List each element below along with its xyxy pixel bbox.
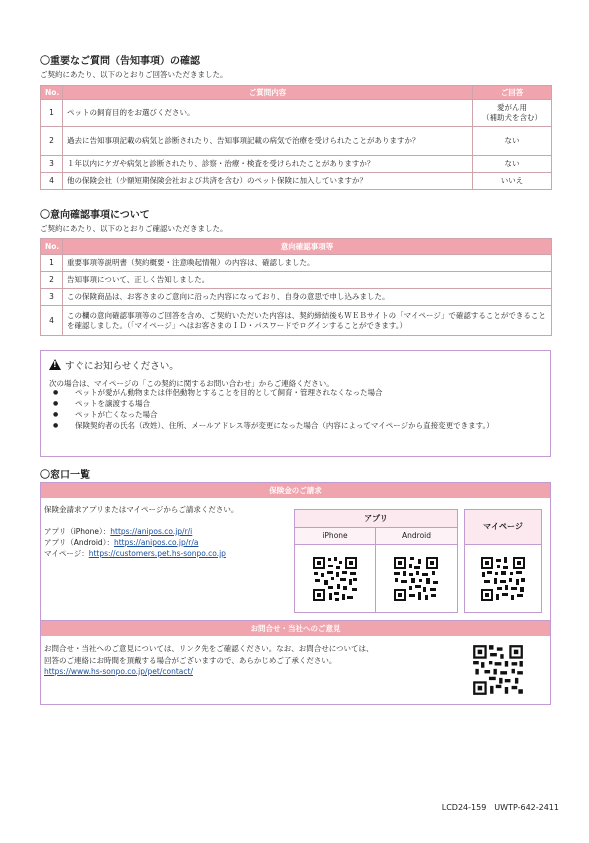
- section-title-contacts: 〇窓口一覧: [40, 470, 90, 481]
- android-app-link[interactable]: https://anipos.co.jp/r/a: [113, 538, 199, 547]
- contact-bar: お問合せ・当社へのご意見: [41, 621, 550, 636]
- table-row: [41, 156, 552, 173]
- claim-bar: 保険金のご請求: [41, 483, 550, 498]
- row-question: １年以内にケガや病気と診断されたり、診察・治療・検査を受けられたことがありますか？: [63, 156, 473, 173]
- important-questions-table: [40, 85, 552, 190]
- list-item: ● 保険契約者の氏名（改姓）、住所、メールアドレス等が変更になった場合（内容によってマイページから直接変更できます。）: [49, 420, 539, 431]
- iphone-header: iPhone: [295, 528, 376, 545]
- list-item: ● ペットが亡くなった場合: [49, 409, 539, 420]
- row-text: 告知事項について、正しく告知しました。: [63, 272, 552, 289]
- row-question: 他の保険会社（少額短期保険会社および共済を含む）のペット保険に加入していますか？: [63, 173, 473, 190]
- android-label: アプリ（Android）：: [44, 538, 114, 547]
- row-no: 2: [41, 127, 63, 156]
- contact-line-2: 回答のご連絡にお時間を頂戴する場合がございますので、あらかじめご了承ください。: [44, 656, 337, 665]
- mypage-label: マイページ：: [44, 549, 89, 558]
- notice-box: [40, 350, 551, 457]
- app-qr-panel: [294, 509, 458, 613]
- table-row: [41, 127, 552, 156]
- notice-heading-text: すぐにお知らせください。: [65, 361, 179, 372]
- row-no: 2: [41, 272, 63, 289]
- claim-android-line: [44, 538, 198, 548]
- contact-box: [40, 620, 551, 705]
- mypage-qr-panel: [464, 509, 542, 613]
- android-qr-code: [393, 556, 439, 602]
- row-no: 3: [41, 156, 63, 173]
- col-header-no: No.: [41, 239, 63, 255]
- claim-box: [40, 482, 551, 622]
- notice-list: [49, 387, 539, 431]
- col-header-answer: ご回答: [473, 86, 552, 100]
- intent-confirmation-table: [40, 238, 552, 336]
- row-no: 1: [41, 255, 63, 272]
- row-answer: ない: [473, 127, 552, 156]
- iphone-app-link[interactable]: https://anipos.co.jp/r/i: [110, 527, 193, 536]
- iphone-label: アプリ（iPhone）：: [44, 527, 111, 536]
- section-subtitle: ご契約にあたり、以下のとおりご回答いただきました。: [40, 70, 228, 79]
- row-text: 重要事項等説明書（契約概要・注意喚起情報）の内容は、確認しました。: [63, 255, 552, 272]
- mypage-link[interactable]: https://customers.pet.hs-sonpo.co.jp: [88, 549, 226, 558]
- android-header: Android: [376, 528, 457, 545]
- col-header-item: 意向確認事項等: [63, 239, 552, 255]
- contact-line-1: お問合せ・当社へのご意見については、リンク先をご確認ください。なお、お問合せについては、: [44, 644, 374, 653]
- section-title-important-questions: 〇重要なご質問（告知事項）の確認: [40, 56, 200, 67]
- section-title-intent-confirmation: 〇意向確認事項について: [40, 210, 150, 221]
- table-row: [41, 173, 552, 190]
- list-item: ● ペットが愛がん動物または伴侶動物とすることを目的として飼育・管理されなくなった場合: [49, 387, 539, 398]
- contact-link[interactable]: https://www.hs-sonpo.co.jp/pet/contact/: [44, 667, 193, 676]
- claim-intro: 保険金請求アプリまたはマイページからご請求ください。: [44, 505, 239, 514]
- claim-iphone-line: [44, 527, 192, 537]
- notice-heading: [49, 358, 179, 372]
- table-row: [41, 100, 552, 127]
- row-answer: いいえ: [473, 173, 552, 190]
- row-no: 4: [41, 173, 63, 190]
- col-header-no: No.: [41, 86, 63, 100]
- row-no: 3: [41, 289, 63, 306]
- app-header: アプリ: [295, 510, 457, 528]
- notice-lead: 次の場合は、マイページの「この契約に関するお問い合わせ」からご連絡ください。: [49, 379, 334, 388]
- contact-link-line: [44, 667, 193, 677]
- row-answer: ない: [473, 156, 552, 173]
- table-row: [41, 272, 552, 289]
- row-no: 1: [41, 100, 63, 127]
- row-answer: 愛がん用 （補助犬を含む）: [473, 100, 552, 127]
- document-code: LCD24-159 UWTP-642-2411: [441, 803, 559, 812]
- table-row: [41, 306, 552, 336]
- row-text: この保険商品は、お客さまのご意向に沿った内容になっており、自身の意思で申し込みました。: [63, 289, 552, 306]
- row-question: 過去に告知事項記載の病気と診断されたり、告知事項記載の病気で治療を受けられたことがありますか？: [63, 127, 473, 156]
- claim-mypage-line: [44, 549, 226, 559]
- contact-qr-code: [472, 644, 524, 696]
- section-subtitle: ご契約にあたり、以下のとおりご確認いただきました。: [40, 224, 228, 233]
- table-row: [41, 255, 552, 272]
- table-row: [41, 289, 552, 306]
- mypage-header: マイページ: [465, 510, 541, 545]
- warning-icon: !: [49, 359, 61, 370]
- iphone-qr-code: [312, 556, 358, 602]
- list-item: ● ペットを譲渡する場合: [49, 398, 539, 409]
- row-text: この欄の意向確認事項等のご回答を含め、ご契約いただいた内容は、契約締結後もＷＥＢサイトの「マイページ」で確認することができることを確認しました。（「マイページ」へはお客さまのＩＤ・パスワードでログインすることができます。）: [63, 306, 552, 336]
- mypage-qr-code: [480, 556, 526, 602]
- row-no: 4: [41, 306, 63, 336]
- col-header-question: ご質問内容: [63, 86, 473, 100]
- row-question: ペットの飼育目的をお選びください。: [63, 100, 473, 127]
